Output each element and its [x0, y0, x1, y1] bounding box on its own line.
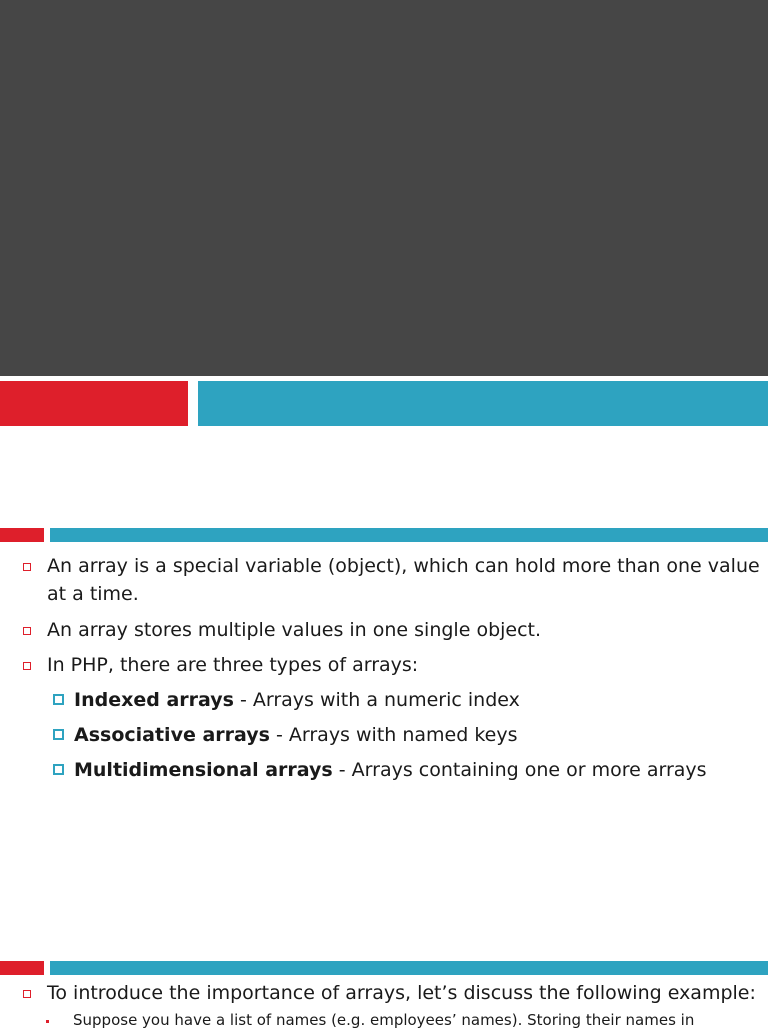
bullet-square-icon	[23, 662, 31, 670]
slide-accent-red-bar	[0, 961, 44, 975]
array-type-indexed	[74, 686, 520, 714]
bullet-square-icon	[23, 627, 31, 635]
slide-accent-teal-bar	[50, 528, 768, 542]
sub-bullet-text: Suppose you have a list of names (e.g. employees’ names). Storing their names in	[73, 1011, 695, 1029]
sub-bullet-square-icon	[53, 764, 64, 775]
slide-accent-teal-bar	[50, 961, 768, 975]
bullet-text: An array stores multiple values in one single object.	[47, 619, 542, 641]
array-type-term: Associative arrays	[74, 724, 270, 746]
sub-bullet-dot-icon	[46, 1020, 49, 1023]
array-type-associative	[74, 721, 518, 749]
array-type-desc: - Arrays with a numeric index	[233, 689, 520, 711]
title-accent-teal-bar	[198, 381, 768, 426]
bullet-square-icon	[23, 563, 31, 571]
bullet-text: To introduce the importance of arrays, let’s discuss the following example:	[47, 982, 756, 1004]
array-type-term: Multidimensional arrays	[74, 759, 333, 781]
title-slide-background	[0, 0, 768, 376]
array-type-desc: - Arrays with named keys	[269, 724, 518, 746]
slide-accent-red-bar	[0, 528, 44, 542]
array-type-multidimensional	[74, 756, 707, 784]
bullet-text-continuation: at a time.	[47, 583, 139, 605]
bullet-text: An array is a special variable (object), which can hold more than one value	[47, 555, 760, 577]
sub-bullet-square-icon	[53, 729, 64, 740]
sub-bullet-square-icon	[53, 694, 64, 705]
bullet-text: In PHP, there are three types of arrays:	[47, 654, 419, 676]
array-type-term: Indexed arrays	[74, 689, 234, 711]
title-accent-red-bar	[0, 381, 188, 426]
array-type-desc: - Arrays containing one or more arrays	[332, 759, 707, 781]
bullet-square-icon	[23, 990, 31, 998]
